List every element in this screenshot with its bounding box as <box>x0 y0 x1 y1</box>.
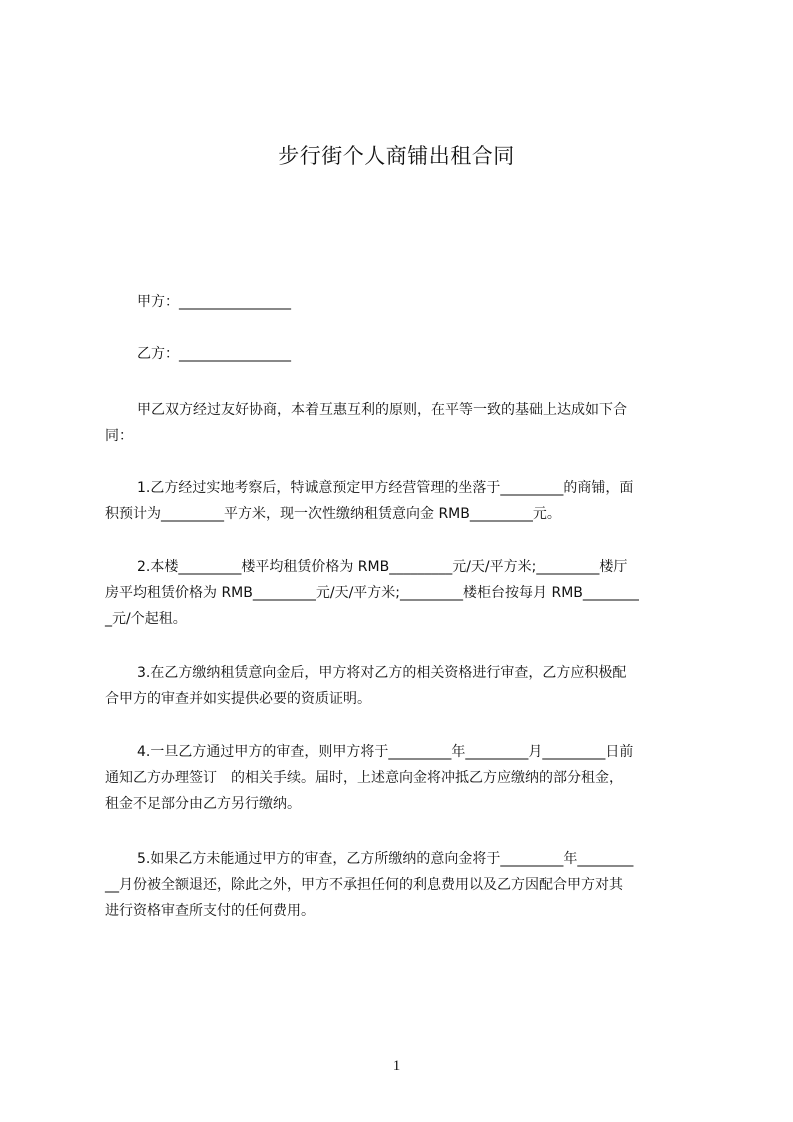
clause-1-line-2: 积预计为_________平方米，现一次性缴纳租赁意向金 RMB_________元。 <box>105 506 561 522</box>
document-title: 步行街个人商铺出租合同 <box>278 144 515 168</box>
clause-4 <box>105 739 705 817</box>
clause-4-line-2: 通知乙方办理签订 的相关手续。届时，上述意向金将冲抵乙方应缴纳的部分租金， <box>105 770 623 786</box>
party-a-line <box>137 289 737 315</box>
page-number: 1 <box>392 1058 401 1074</box>
clause-2-line-2: 房平均租赁价格为 RMB_________元/天/平方米;_________楼柜台按每月 RMB________ <box>105 585 639 601</box>
clause-5 <box>105 846 705 924</box>
clause-3-line-2: 合甲方的审查并如实提供必要的资质证明。 <box>105 691 371 707</box>
clause-2-line-3: _元/个起租。 <box>105 611 187 627</box>
intro-line-2: 同： <box>105 428 133 444</box>
intro-paragraph <box>105 397 705 449</box>
clause-1-line-1: 1.乙方经过实地考察后，特诚意预定甲方经营管理的坐落于_________的商铺，面 <box>137 480 634 496</box>
intro-line-1: 甲乙双方经过友好协商，本着互惠互利的原则，在平等一致的基础上达成如下合 <box>137 402 627 418</box>
clause-3 <box>105 660 705 712</box>
clause-4-line-3: 租金不足部分由乙方另行缴纳。 <box>105 796 301 812</box>
party-a-text: 甲方：________________ <box>137 294 291 310</box>
party-b-line <box>137 341 737 367</box>
clause-2 <box>105 554 705 632</box>
clause-5-line-2: __月份被全额退还，除此之外，甲方不承担任何的利息费用以及乙方因配合甲方对其 <box>105 877 623 893</box>
clause-5-line-1: 5.如果乙方未能通过甲方的审查，乙方所缴纳的意向金将于_________年________ <box>137 851 634 867</box>
clause-4-line-1: 4.一旦乙方通过甲方的审查，则甲方将于_________年_________月_________日前 <box>137 744 634 760</box>
clause-5-line-3: 进行资格审查所支付的任何费用。 <box>105 903 315 919</box>
clause-3-line-1: 3.在乙方缴纳租赁意向金后，甲方将对乙方的相关资格进行审查，乙方应积极配 <box>137 665 627 681</box>
clause-2-line-1: 2.本楼_________楼平均租赁价格为 RMB_________元/天/平方米;_________楼厅 <box>137 559 628 575</box>
party-b-text: 乙方：________________ <box>137 346 291 362</box>
clause-1 <box>105 475 705 527</box>
